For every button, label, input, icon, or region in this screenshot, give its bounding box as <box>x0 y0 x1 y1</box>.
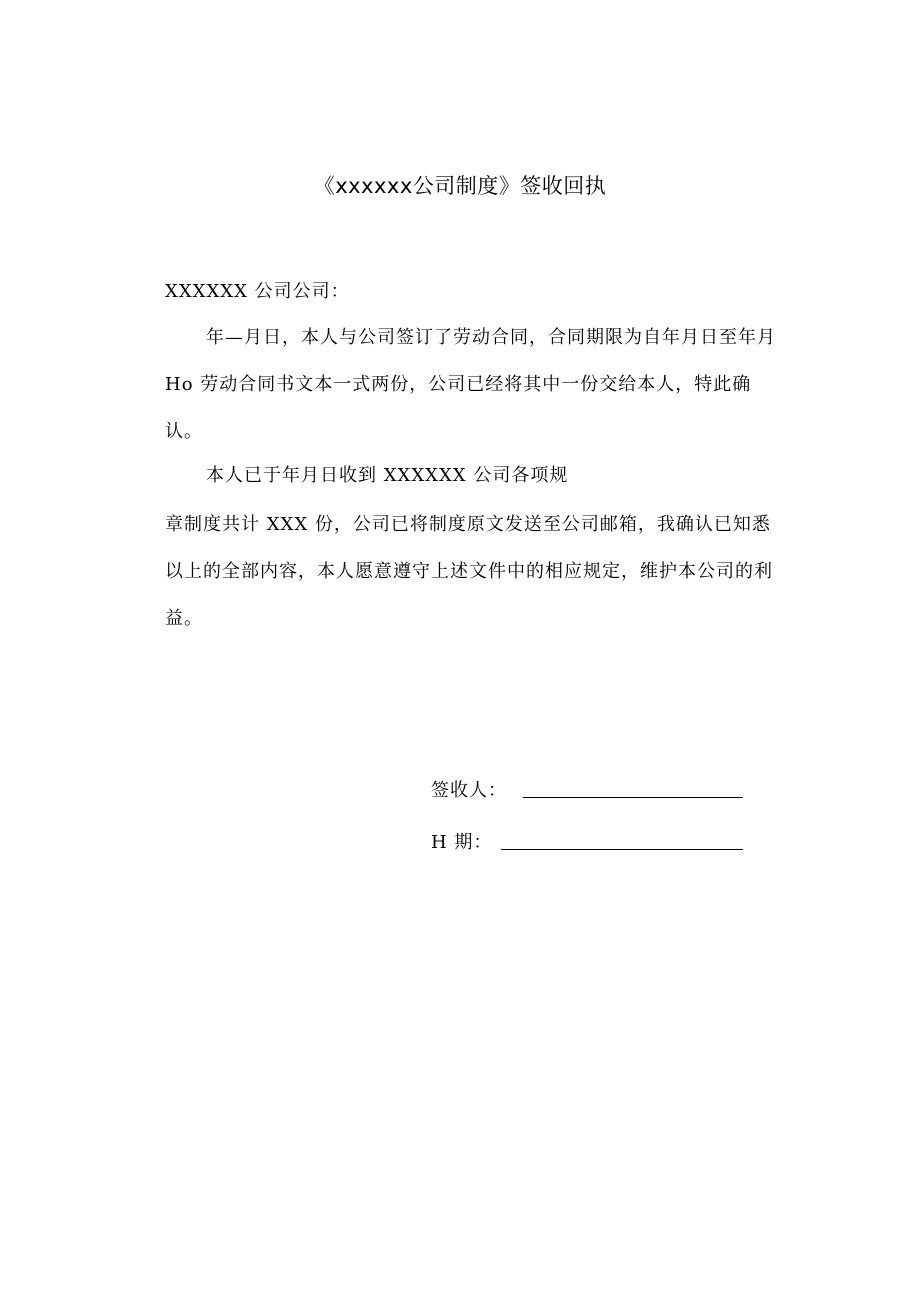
date-row <box>431 828 751 858</box>
signer-label: 签收人： <box>431 780 507 801</box>
salutation: XXXXXX 公司公司： <box>165 281 350 302</box>
document-title: 《xxxxxx公司制度》签收回执 <box>313 174 607 198</box>
paragraph-contract: 年—月日，本人与公司签订了劳动合同，合同期限为自年月日至年月 Ho 劳动合同书文本一式两份，公司已经将其中一份交给本人，特此确认。 <box>165 327 776 442</box>
signer-blank-line[interactable] <box>523 797 743 798</box>
paragraph-receipt-first-line: 本人已于年月日收到 XXXXXX 公司各项规 <box>206 465 569 486</box>
date-blank-line[interactable] <box>501 849 743 850</box>
signer-row <box>431 776 751 806</box>
paragraph-receipt-continued: 章制度共计 XXX 份，公司已将制度原文发送至公司邮箱，我确认已知悉以上的全部内容，本人愿意遵守上述文件中的相应规定，维护本公司的利益。 <box>165 514 773 629</box>
date-label: H 期： <box>431 832 493 853</box>
